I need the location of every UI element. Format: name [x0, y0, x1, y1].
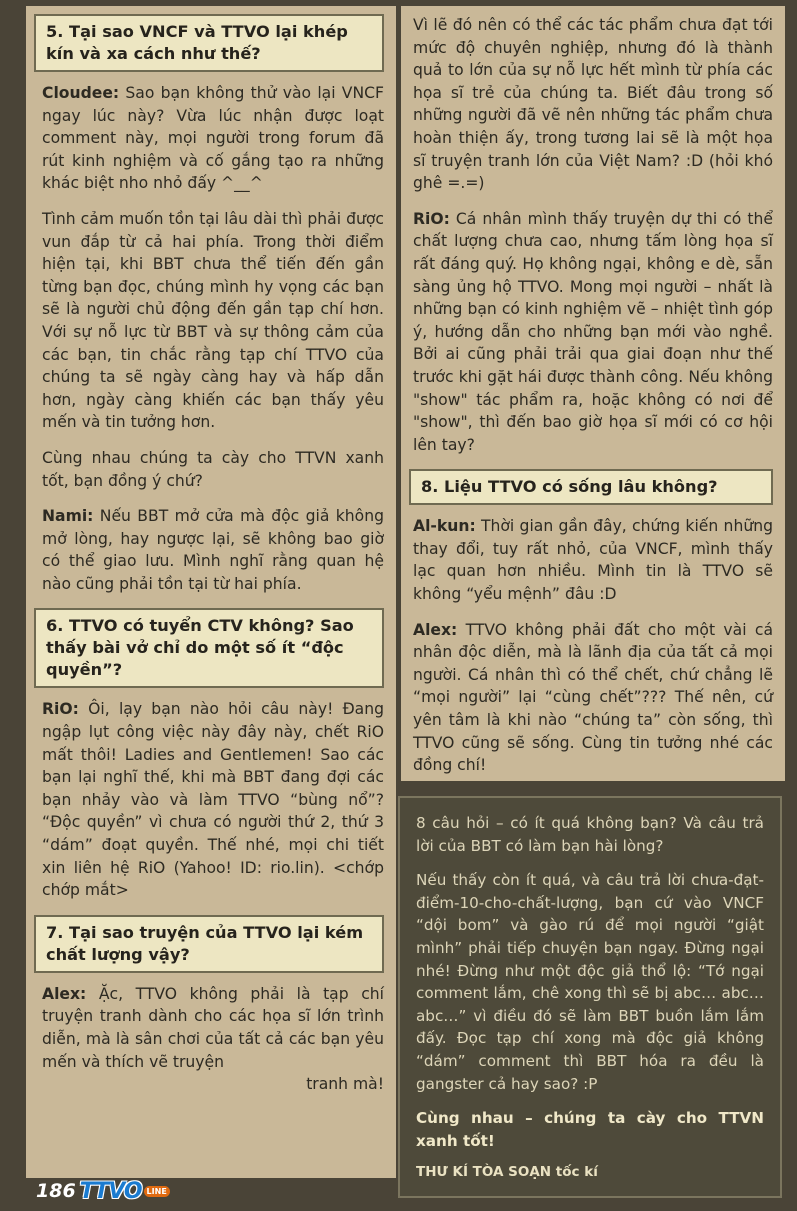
editor-note-box — [398, 796, 782, 1198]
left-column — [26, 6, 396, 1178]
question-8: 8. Liệu TTVO có sống lâu không? — [409, 469, 773, 505]
paragraph-end: tranh mà! — [306, 1075, 384, 1094]
page-footer — [36, 1176, 170, 1206]
note-signature: THƯ KÍ TÒA SOẠN tốc kí — [416, 1164, 598, 1181]
right-column — [401, 6, 785, 781]
note-paragraph: Nếu thấy còn ít quá, và câu trả lời chưa-đạt-điểm-10-cho-chất-lượng, bạn cứ vào VNCF “dội bom” và gào rú để mọi người “giật mình” phải tiếp chuyện bạn ngay. Đừng ngại nhé! Đừng như một độc giả thổ lộ: “Tớ ngại comment lắm, chê xong thì sẽ bị abc… abc… abc…” vì điều đó sẽ làm BBT buồn lắm lắm đấy. Đọc tạp chí xong mà độc giả không “dám” comment thì BBT hóa ra đều là gangster cả hay sao? :P — [416, 871, 764, 1093]
answer-nami — [42, 505, 384, 595]
answer-text: Ôi, lạy bạn nào hỏi câu này! Đang ngập lụt công việc này đây này, chết RiO mất thôi! Ladies and Gentlemen! Sao các bạn lại nghĩ thế, khi mà BBT đang đợi các bạn nhảy vào và làm TTVO “bùng nổ”? “Độc quyền” vì chưa có người thứ 2, thứ 3 “dám” đoạt quyền. Thế nhé, mọi chi tiết xin liên hệ RiO (Yahoo! ID: rio.lin). <chớp chớp mắt> — [42, 700, 384, 900]
paragraph: Cùng nhau chúng ta cày cho TTVN xanh tốt, bạn đồng ý chứ? — [42, 448, 384, 490]
answer-alkun — [413, 515, 773, 605]
speaker-alex: Alex: — [42, 984, 87, 1003]
ttvo-logo: TTVO — [79, 1178, 142, 1204]
question-7: 7. Tại sao truyện của TTVO lại kém chất lượng vậy? — [34, 915, 384, 973]
paragraph: Tình cảm muốn tồn tại lâu dài thì phải được vun đắp từ cả hai phía. Trong thời điểm hiện tại, khi BBT chưa thể tiến đến gần từng bạn đọc, chúng mình hy vọng các bạn sẽ là người chủ động đến gần tạp chí hơn. Với sự nỗ lực từ BBT và sự thông cảm của các bạn, tin chắc rằng tạp chí TTVO của chúng ta sẽ ngày càng hay và hấp dẫn hơn, ngày càng khiến các bạn thấy yêu mến và tin tưởng hơn. — [42, 209, 384, 432]
answer-text: TTVO không phải đất cho một vài cá nhân độc diễn, mà là lãnh địa của tất cả mọi người. Cá nhân thì có thể chết, chứ chẳng lẽ “mọi người” lại “cùng chết”??? Thế nên, cứ yên tâm là khi nào “chúng ta” còn sống, thì TTVO cũng sẽ sống. Cùng tin tưởng nhé các đồng chí! — [413, 620, 773, 775]
answer-rio — [42, 698, 384, 901]
answer-text: Ặc, TTVO không phải là tạp chí truyện tranh dành cho các họa sĩ lớn trình diễn, mà là sân chơi của tất cả các bạn yêu mến và thích vẽ truyện — [42, 984, 384, 1071]
answer-alex — [413, 619, 773, 777]
answer-rio — [413, 208, 773, 457]
answer-text: Nếu BBT mở cửa mà độc giả không mở lòng, hay ngược lại, sẽ không bao giờ có thể giao lưu. Mình nghĩ rằng quan hệ nào cũng phải tồn tại từ hai phía. — [42, 507, 384, 593]
answer-text: Cá nhân mình thấy truyện dự thi có thể chất lượng chưa cao, nhưng tấm lòng họa sĩ rất đáng quý. Họ không ngại, không e dè, sẵn sàng ủng hộ TTVO. Mong mọi người – nhất là những bạn có kinh nghiệm vẽ – nhiệt tình góp ý, hướng dẫn cho những bạn mới vào nghề. Bởi ai cũng phải trải qua giai đoạn như thế trước khi gặt hái được thành công. Nếu không "show" tác phẩm ra, hoặc không có nơi để "show", thì đến bao giờ họa sĩ mới có cơ hội lên tay? — [413, 209, 773, 454]
speaker-cloudee: Cloudee: — [42, 84, 120, 102]
question-6: 6. TTVO có tuyển CTV không? Sao thấy bài vở chỉ do một số ít “độc quyền”? — [34, 608, 384, 688]
speaker-nami: Nami: — [42, 507, 94, 526]
note-slogan: Cùng nhau – chúng ta cày cho TTVN xanh tốt! — [416, 1109, 764, 1150]
speaker-alkun: Al-kun: — [413, 517, 476, 536]
logo-tag: LINE — [144, 1186, 170, 1197]
answer-text: Thời gian gần đây, chứng kiến những thay đổi, tuy rất nhỏ, của VNCF, mình thấy lạc quan hơn nhiều. Mình tin là TTVO sẽ không “yểu mệnh” đâu :D — [413, 517, 773, 604]
answer-text: Sao bạn không thử vào lại VNCF ngay lúc này? Vừa lúc nhận được loạt comment này, mọi người trong forum đã rút kinh nghiệm và cố gắng tạo ra những khác biệt nho nhỏ đấy ^__^ — [42, 84, 384, 193]
speaker-alex: Alex: — [413, 620, 458, 639]
answer-cloudee — [42, 82, 384, 195]
answer-alex — [42, 983, 384, 1073]
note-paragraph: 8 câu hỏi – có ít quá không bạn? Và câu trả lời của BBT có làm bạn hài lòng? — [416, 814, 764, 855]
paragraph: Vì lẽ đó nên có thể các tác phẩm chưa đạt tới mức độ chuyên nghiệp, nhưng đó là thành quả to lớn của sự nỗ lực hết mình từ phía các họa sĩ trẻ của chúng ta. Biết đâu trong số những người đã vẽ nên những tác phẩm chưa hoàn thiện ấy, trong tương lai sẽ là một họa sĩ truyện tranh lớn của Việt Nam? :D (hỏi khó ghê =.=) — [413, 16, 773, 193]
speaker-rio: RiO: — [42, 700, 79, 719]
speaker-rio: RiO: — [413, 209, 450, 228]
page-number: 186 — [36, 1180, 76, 1202]
question-5: 5. Tại sao VNCF và TTVO lại khép kín và xa cách như thế? — [34, 14, 384, 72]
